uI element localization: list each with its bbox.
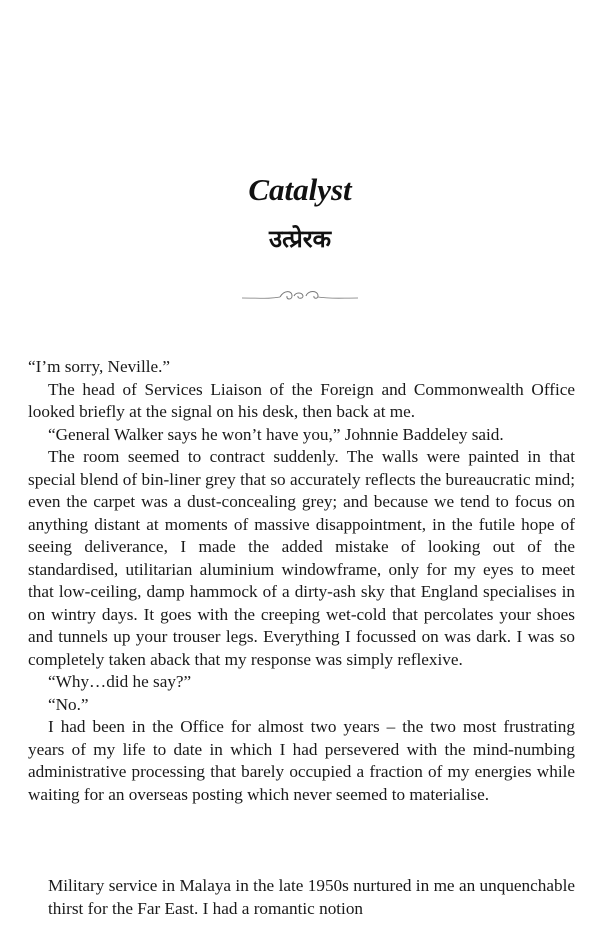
paragraph: The room seemed to contract suddenly. The walls were painted in that special blend of bin-liner grey that so accurately reflects the bureaucratic mind; even the carpet was a dust-concealing grey; and because we tend to focus on anything distant at moments of massive disappointment, in the futile hope of seeing deliverance, I made the added mistake of looking out of the standardised, utilitarian aluminium windowframe, only for my eyes to meet that low-ceiling, damp hammock of a dirty-ash sky that England specialises in on wintry days. It goes with the creeping wet-cold that percolates your shoes and tunnels up your trouser legs. Everything I focussed on was dark. I was so completely taken aback that my response was simply reflexive. (28, 447, 575, 669)
paragraph: Military service in Malaya in the late 1950s nurtured in me an unquenchable thirst for the Far East. I had a romantic notion (48, 876, 575, 918)
paragraph: “No.” (48, 694, 89, 714)
paragraph: The head of Services Liaison of the Foreign and Commonwealth Office looked briefly at the signal on his desk, then back at me. (28, 379, 575, 421)
chapter-subtitle: उत्प्रेरक (268, 225, 332, 253)
paragraph: I had been in the Office for almost two years – the two most frustrating years of my life to date in which I had persevered with the mind-numbing administrative processing that barely occupied a fraction of my energies while waiting for an overseas posting which never seemed to materialise. (28, 717, 575, 804)
paragraph: “I’m sorry, Neville.” (28, 357, 171, 376)
paragraph: “General Walker says he won’t have you,” Johnnie Baddeley said. (48, 424, 504, 444)
chapter-title: Catalyst (248, 172, 352, 207)
section-two (48, 875, 575, 920)
ornament-divider-icon (240, 286, 360, 306)
paragraph: “Why…did he say?” (48, 672, 192, 691)
chapter-body (28, 356, 575, 806)
